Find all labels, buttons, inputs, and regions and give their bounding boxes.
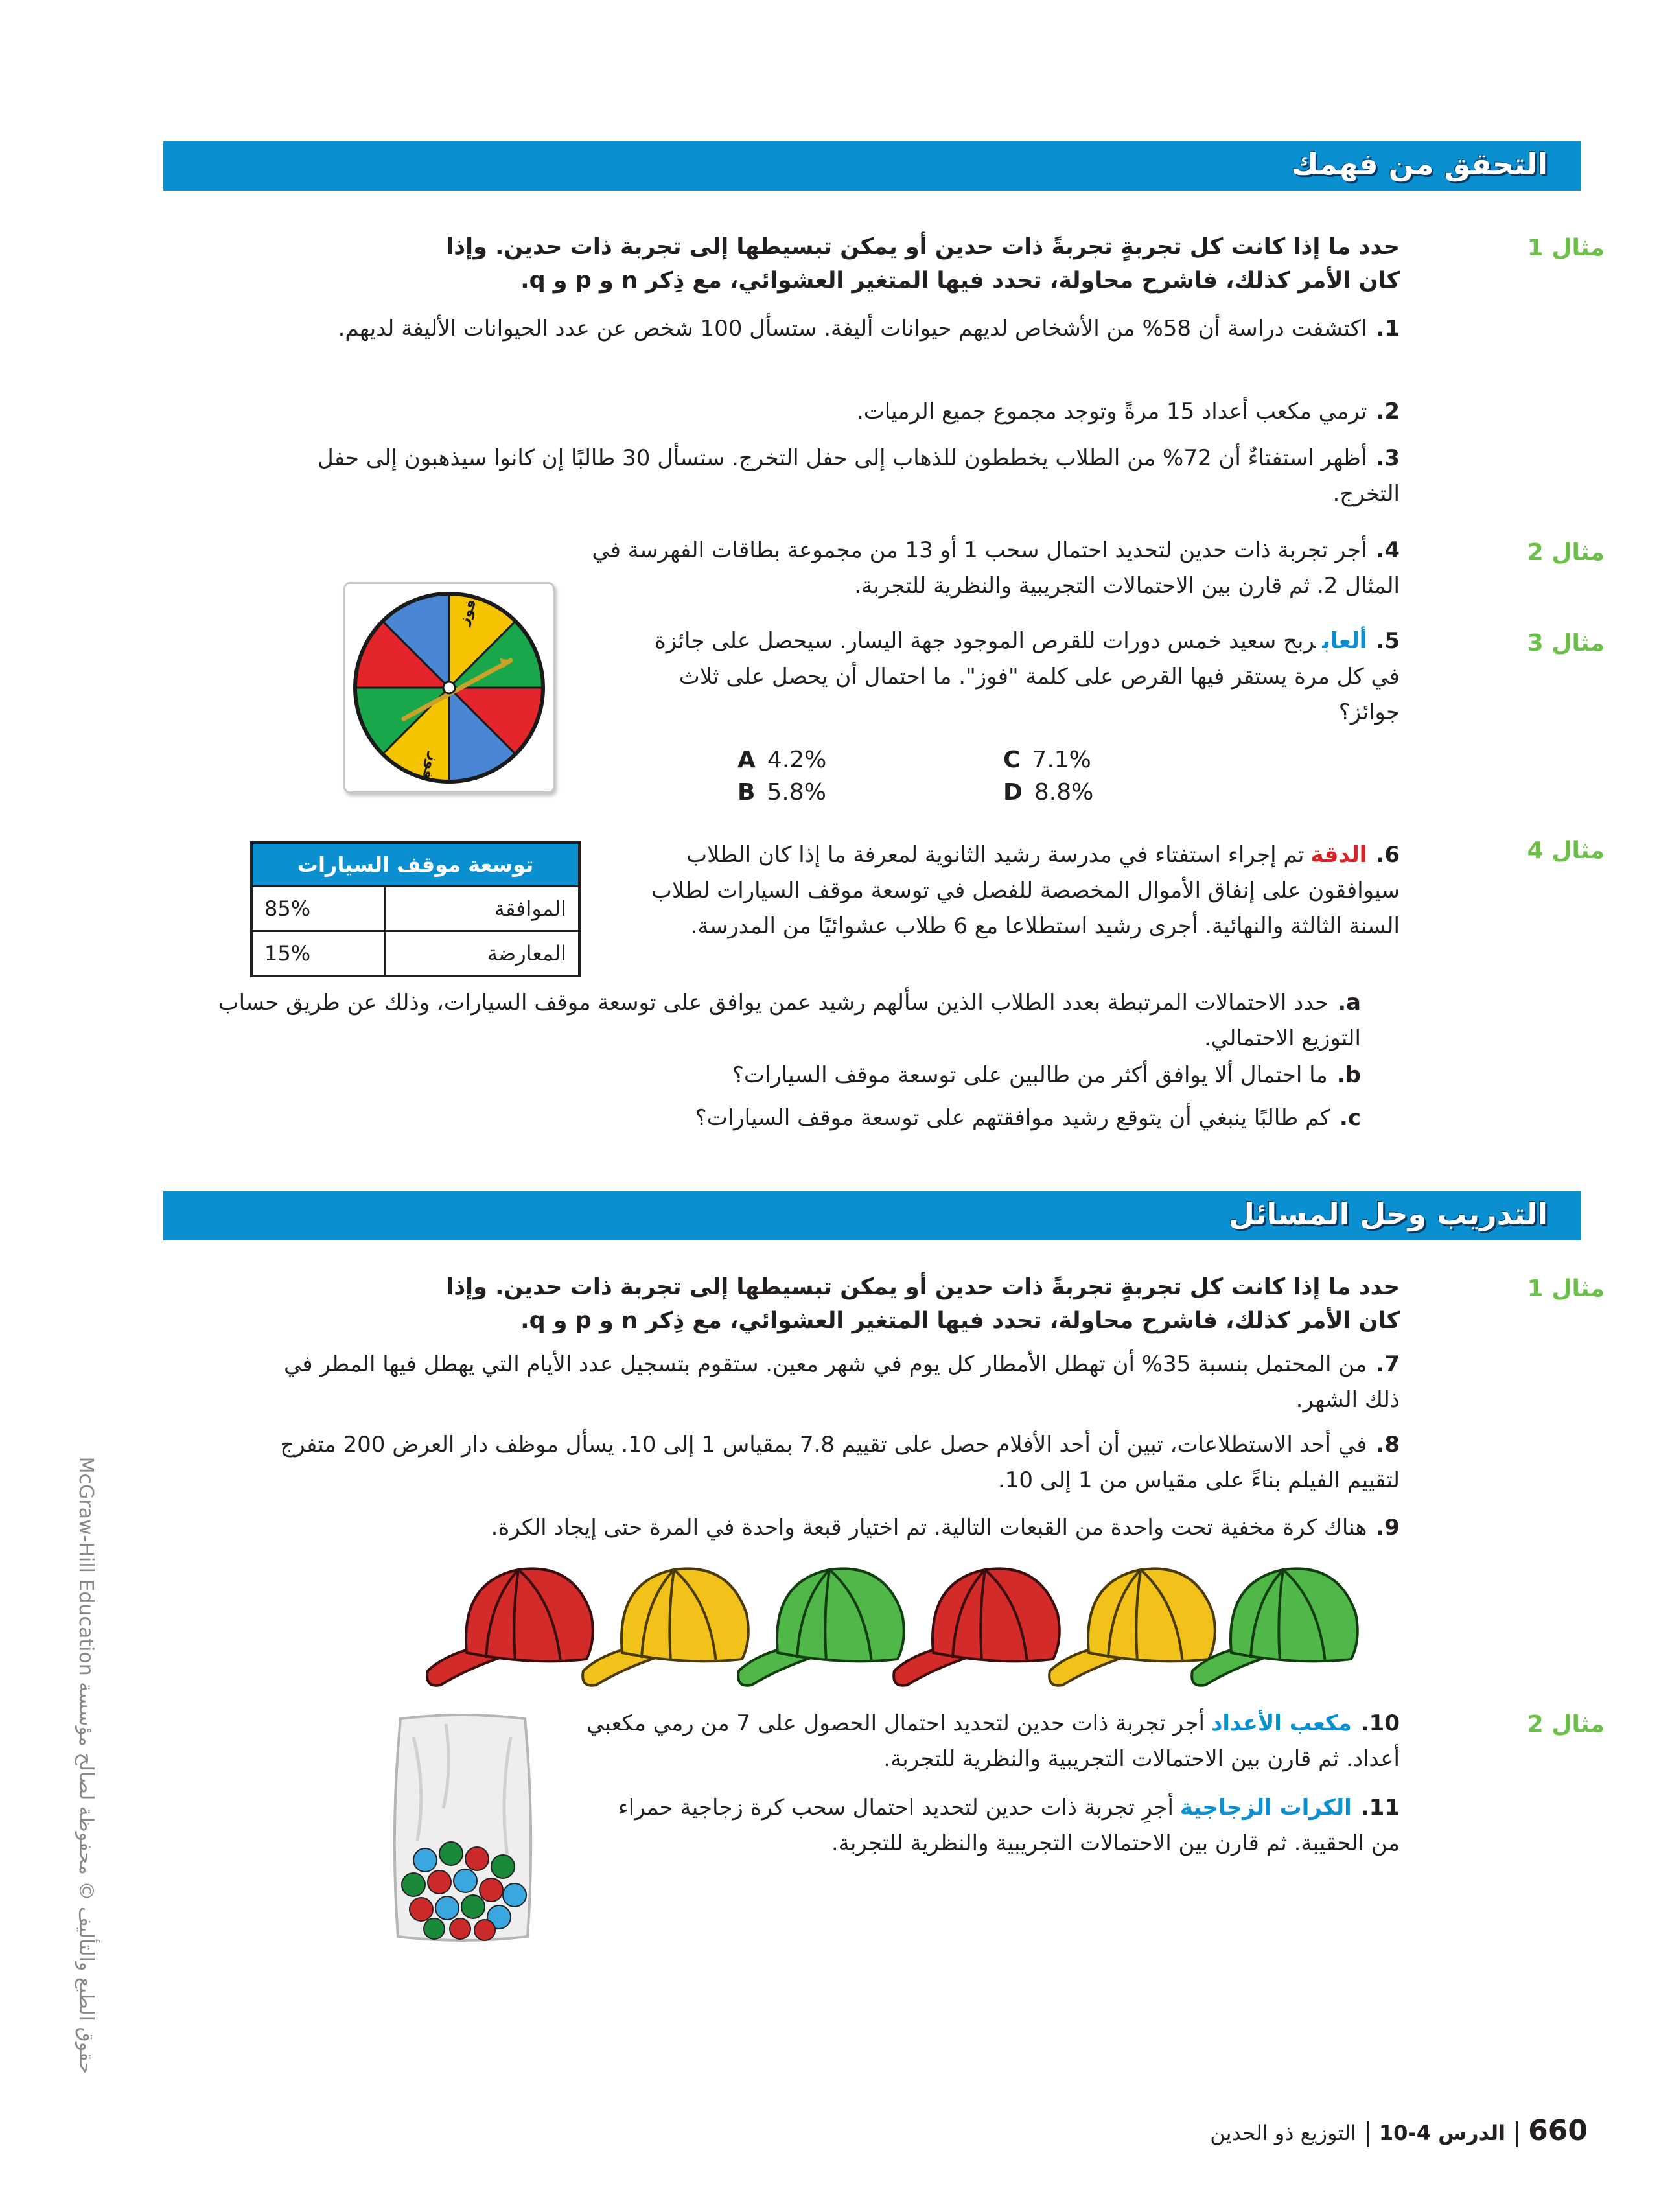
spinner-word-bottom: فوز [418, 751, 443, 782]
choices-col-1 [737, 744, 826, 809]
part-text: حدد الاحتمالات المرتبطة بعدد الطلاب الذين سألهم رشيد عمن يوافق على توسعة موقف السيارات، وذلك عن طريق حساب التوزيع الاحتمالي. [218, 990, 1361, 1051]
table-row [251, 887, 579, 931]
parking-survey-table [250, 841, 581, 977]
instruction-line-1: حدد ما إذا كانت كل تجربةٍ تجربةً ذات حدين أو يمكن تبسيطها إلى تجربة ذات حدين. وإذا [446, 234, 1400, 260]
lesson-title: التوزيع ذو الحدين [1210, 2121, 1356, 2145]
check-understanding-banner [163, 141, 1581, 191]
instruction-line-1: حدد ما إذا كانت كل تجربةٍ تجربةً ذات حدين أو يمكن تبسيطها إلى تجربة ذات حدين. وإذا [446, 1274, 1400, 1300]
marbles-keyword: الكرات الزجاجية [1179, 1795, 1352, 1821]
example-4-label: مثال 4 [1527, 837, 1605, 864]
question-text: أجر تجربة ذات حدين لتحديد احتمال الحصول على 7 من رمي مكعبي أعداد. ثم قارن بين الاحتمالات التجريبية والنظرية للتجربة. [586, 1710, 1400, 1772]
check-instructions [233, 230, 1400, 297]
question-2 [298, 394, 1400, 430]
question-9 [259, 1510, 1400, 1546]
question-text: اكتشفت دراسة أن 58% من الأشخاص لديهم حيوانات أليفة. ستسأل 100 شخص عن عدد الحيوانات الأليفة لديهم. [338, 316, 1367, 342]
question-number: 11. [1360, 1795, 1400, 1821]
question-number: 5. [1376, 628, 1400, 654]
yellow-cap-icon [583, 1568, 748, 1685]
part-text: ما احتمال ألا يوافق أكثر من طالبين على توسعة موقف السيارات؟ [732, 1062, 1328, 1088]
instruction-line-2: كان الأمر كذلك، فاشرح محاولة، تحدد فيها المتغير العشوائي، مع ذِكر n و p و q. [520, 1308, 1400, 1334]
example-1-label: مثال 1 [1527, 235, 1605, 261]
precision-keyword: الدقة [1310, 842, 1367, 868]
question-8 [272, 1427, 1400, 1498]
practice-instructions [233, 1270, 1400, 1338]
question-number: 10. [1360, 1710, 1400, 1736]
question-4 [583, 533, 1400, 604]
spinner-word-top: فوز [456, 597, 480, 628]
question-6b [207, 1058, 1361, 1093]
question-number: 8. [1376, 1432, 1400, 1458]
question-10 [583, 1706, 1400, 1777]
red-cap-icon [427, 1568, 593, 1685]
example-2-label: مثال 2 [1527, 1711, 1605, 1738]
footer-divider [1516, 2121, 1518, 2147]
question-text: هناك كرة مخفية تحت واحدة من القبعات التالية. تم اختيار قبعة واحدة في المرة حتى إيجاد الكرة. [491, 1515, 1367, 1541]
practice-title: التدريب وحل المسائل [1229, 1196, 1548, 1231]
table-row-label: المعارضة [385, 931, 579, 977]
question-6a [207, 985, 1361, 1056]
table-row-label: الموافقة [385, 887, 579, 931]
question-7 [259, 1347, 1400, 1418]
question-6 [648, 837, 1400, 944]
instruction-line-2: كان الأمر كذلك، فاشرح محاولة، تحدد فيها المتغير العشوائي، مع ذِكر n و p و q. [520, 268, 1400, 294]
question-text: ربح سعيد خمس دورات للقرص الموجود جهة اليسار. سيحصل على جائزة في كل مرة يستقر فيها القرص على كلمة "فوز". ما احتمال أن يحصل على ثلاث جوائز؟ [655, 628, 1400, 725]
question-text: أجرِ تجربة ذات حدين لتحديد احتمال سحب كرة زجاجية حمراء من الحقيبة. ثم قارن بين الاحتمالات التجريبية والنظرية للتجربة. [618, 1795, 1400, 1856]
part-letter: c. [1339, 1105, 1361, 1131]
yellow-cap-icon [1049, 1568, 1215, 1685]
question-number: 7. [1376, 1351, 1400, 1377]
red-cap-icon [894, 1568, 1060, 1685]
part-text: كم طالبًا ينبغي أن يتوقع رشيد موافقتهم على توسعة موقف السيارات؟ [695, 1105, 1330, 1131]
question-number: 9. [1376, 1515, 1400, 1541]
number-cube-keyword: مكعب الأعداد [1211, 1710, 1352, 1736]
lesson-label: الدرس 4-10 [1378, 2121, 1506, 2145]
part-letter: a. [1338, 990, 1361, 1016]
table-title: توسعة موقف السيارات [251, 843, 579, 887]
choice-a: A 4.2% [737, 747, 827, 773]
table-row [251, 931, 579, 977]
example-1-label: مثال 1 [1527, 1275, 1605, 1302]
caps-row [421, 1555, 1361, 1698]
green-cap-icon [738, 1568, 904, 1685]
question-text: أجر تجربة ذات حدين لتحديد احتمال سحب 1 أو 13 من مجموعة بطاقات الفهرسة في المثال 2. ثم قارن بين الاحتمالات التجريبية والنظرية للتجربة. [592, 537, 1400, 599]
question-number: 2. [1376, 399, 1400, 425]
part-letter: b. [1336, 1062, 1361, 1088]
question-11 [583, 1790, 1400, 1861]
spinner-image [343, 582, 555, 793]
table-row-value: 85% [251, 887, 385, 931]
question-number: 4. [1376, 537, 1400, 563]
question-text: من المحتمل بنسبة 35% أن تهطل الأمطار كل يوم في شهر معين. ستقوم بتسجيل عدد الأيام التي يهطل فيها المطر في ذلك الشهر. [283, 1351, 1400, 1413]
page-footer [1210, 2114, 1588, 2147]
question-text: في أحد الاستطلاعات، تبين أن أحد الأفلام حصل على تقييم 7.8 بمقياس 1 إلى 10. يسأل موظف دار العرض 200 متفرج لتقييم الفيلم بناءً على مقياس من 1 إلى 10. [280, 1432, 1400, 1493]
spinner-wheel-icon [345, 584, 553, 791]
question-number: 1. [1376, 316, 1400, 342]
practice-banner [163, 1191, 1581, 1240]
question-text: أظهر استفتاءٌ أن 72% من الطلاب يخططون للذهاب إلى حفل التخرج. ستسأل 30 طالبًا إن كانوا سيذهبون إلى حفل التخرج. [318, 445, 1400, 507]
question-text: تم إجراء استفتاء في مدرسة رشيد الثانوية لمعرفة ما إذا كان الطلاب سيوافقون على إنفاق الأموال المخصصة للفصل في توسعة موقف السيارات لطلاب السنة الثالثة والنهائية. أجرى رشيد استطلاعا مع 6 طلاب عشوائيًا من المدرسة. [651, 842, 1400, 939]
choice-c: C 7.1% [1003, 747, 1091, 773]
question-number: 3. [1376, 445, 1400, 471]
choice-b: B 5.8% [737, 779, 826, 806]
marble-bag-icon [388, 1711, 538, 1944]
page-number: 660 [1528, 2114, 1588, 2147]
games-keyword: ألعاب [1322, 628, 1367, 654]
question-number: 6. [1376, 842, 1400, 868]
question-6c [207, 1100, 1361, 1136]
question-1 [298, 311, 1400, 347]
choice-d: D 8.8% [1003, 779, 1094, 806]
copyright-credit: حقوق الطبع والتأليف © محفوظة لصالح مؤسسة McGraw-Hill Education [75, 1456, 97, 2074]
question-3 [298, 441, 1400, 512]
example-3-label: مثال 3 [1527, 630, 1605, 657]
check-understanding-title: التحقق من فهمك [1291, 146, 1548, 181]
question-5 [648, 623, 1400, 730]
example-2-label: مثال 2 [1527, 539, 1605, 566]
footer-divider [1367, 2121, 1369, 2147]
choices-col-2 [1003, 744, 1093, 809]
green-cap-icon [1192, 1568, 1358, 1685]
question-text: ترمي مكعب أعداد 15 مرةً وتوجد مجموع جميع الرميات. [856, 399, 1367, 425]
table-row-value: 15% [251, 931, 385, 977]
